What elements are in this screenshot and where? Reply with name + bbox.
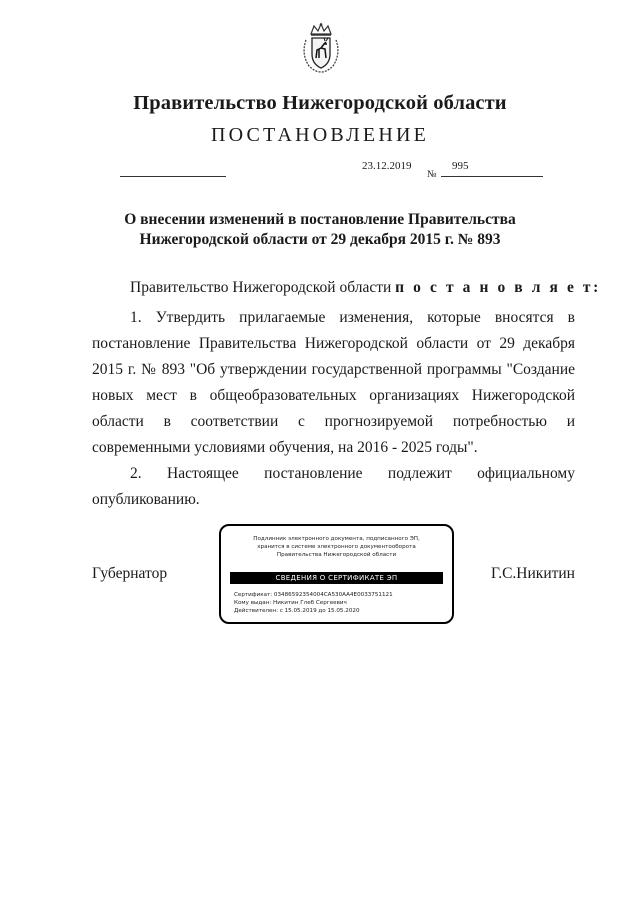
subject-line-2: Нижегородской области от 29 декабря 2015 г. № 893 bbox=[139, 231, 501, 248]
stamp-heading bbox=[221, 535, 452, 559]
stamp-heading-line-3: Правительства Нижегородской области bbox=[276, 552, 397, 558]
stamp-title-bar: СВЕДЕНИЯ О СЕРТИФИКАТЕ ЭП bbox=[230, 572, 443, 584]
preamble bbox=[130, 279, 601, 297]
document-type-heading: ПОСТАНОВЛЕНИЕ bbox=[210, 124, 430, 146]
document-number: 995 bbox=[452, 160, 469, 172]
number-underline bbox=[441, 176, 543, 177]
signatory-position: Губернатор bbox=[92, 565, 168, 582]
subject-line-1: О внесении изменений в постановление Правительства bbox=[124, 211, 516, 228]
stamp-heading-line-2: хранится в системе электронного документооборота bbox=[257, 544, 416, 550]
certificate-owner: Кому выдан: Никитин Глеб Сергеевич bbox=[234, 600, 347, 606]
stamp-heading-line-1: Подлинник электронного документа, подписанного ЭП, bbox=[253, 536, 420, 542]
government-title: Правительство Нижегородской области bbox=[133, 92, 507, 114]
certificate-validity: Действителен: с 15.05.2019 до 15.05.2020 bbox=[234, 608, 360, 614]
document-date: 23.12.2019 bbox=[362, 160, 412, 172]
preamble-text: Правительство Нижегородской области bbox=[130, 279, 396, 296]
paragraph-2: 2. Настоящее постановление подлежит официальному опубликованию. bbox=[92, 465, 575, 508]
date-underline bbox=[120, 176, 226, 177]
document-subject bbox=[0, 210, 640, 250]
paragraph-1: 1. Утвердить прилагаемые изменения, которые вносятся в постановление Правительства Нижегородской области от 29 декабря 2015 г. № 893 "Об утверждении государственной программы "Создание новых мест в общеобразовательных организациях Нижегородской области в соответствии с прогнозируемой потребностью и современными условиями обучения, на 2016 - 2025 годы". bbox=[92, 309, 575, 456]
electronic-signature-stamp bbox=[219, 524, 454, 624]
certificate-number: Сертификат: 03486592354004CA530AA4E0033751121 bbox=[234, 592, 393, 598]
number-sign: № bbox=[427, 169, 437, 180]
signatory-name: Г.С.Никитин bbox=[491, 565, 575, 582]
preamble-decree-word: п о с т а н о в л я е т: bbox=[395, 279, 601, 296]
coat-of-arms-icon bbox=[300, 22, 342, 74]
